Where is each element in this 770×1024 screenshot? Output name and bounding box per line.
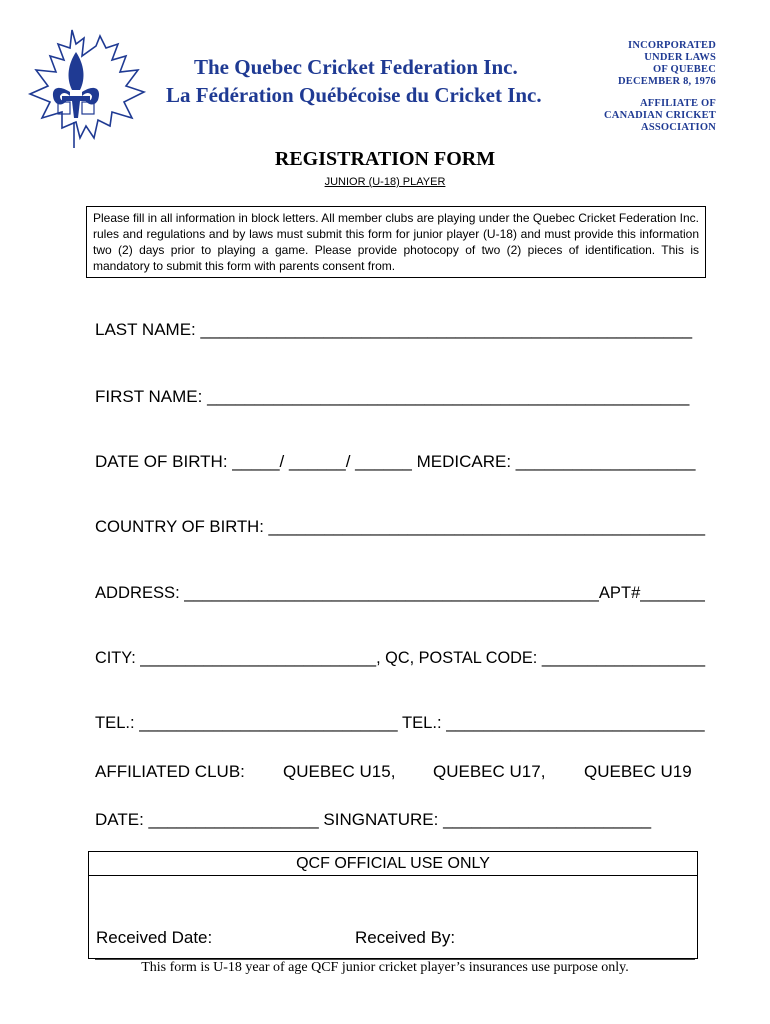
- received-by-label: Received By:: [355, 928, 456, 947]
- incorporation-line: UNDER LAWS: [644, 52, 716, 63]
- affiliation-line: CANADIAN CRICKET: [604, 110, 716, 121]
- affiliation-line: ASSOCIATION: [641, 122, 716, 133]
- last-name-field[interactable]: LAST NAME: ____________________________________________________: [95, 320, 693, 339]
- org-name-english: The Quebec Cricket Federation Inc.: [194, 55, 518, 79]
- incorporation-line: OF QUEBEC: [653, 64, 716, 75]
- address-field[interactable]: ADDRESS: _____________________________________________APT#_______: [95, 583, 705, 602]
- incorporation-notice: [618, 40, 716, 88]
- incorporation-line: DECEMBER 8, 1976: [618, 76, 716, 87]
- footer-note: This form is U-18 year of age QCF junior cricket player’s insurances use purpose only.: [141, 960, 629, 975]
- first-name-field[interactable]: FIRST NAME: ___________________________________________________: [95, 387, 690, 406]
- instructions-box: Please fill in all information in block letters. All member clubs are playing under the Quebec Cricket Federation Inc. rules and regulations and by laws must submit this form for junior player (U-18) and must provide this information two (2) days prior to playing a game. Please provide photocopy of two (2) pieces of identification. This is mandatory to submit this form with parents consent from.: [86, 206, 706, 278]
- form-subtitle: JUNIOR (U-18) PLAYER: [324, 176, 446, 188]
- qcf-logo-icon: [14, 26, 166, 150]
- city-postal-field[interactable]: CITY: __________________________, QC, POSTAL CODE: __________________: [95, 648, 706, 667]
- club-option-u15[interactable]: QUEBEC U15,: [283, 762, 396, 781]
- incorporation-line: INCORPORATED: [628, 40, 716, 51]
- date-signature-field[interactable]: DATE: __________________ SINGNATURE: ______________________: [95, 810, 652, 829]
- affiliation-line: AFFILIATE OF: [639, 98, 716, 109]
- telephone-field[interactable]: TEL.: ____________________________ TEL.: ____________________________: [95, 713, 705, 732]
- received-date-label: Received Date:: [96, 928, 213, 947]
- affiliation-notice: [604, 98, 716, 134]
- affiliated-club-label: AFFILIATED CLUB:: [95, 762, 245, 781]
- affiliated-club-row: [0, 762, 770, 786]
- official-use-header: QCF OFFICIAL USE ONLY: [89, 852, 697, 876]
- org-name-french: La Fédération Québécoise du Cricket Inc.: [166, 83, 542, 107]
- country-of-birth-field[interactable]: COUNTRY OF BIRTH: _______________________________________________: [95, 517, 705, 536]
- club-option-u17[interactable]: QUEBEC U17,: [433, 762, 546, 781]
- club-option-u19[interactable]: QUEBEC U19: [584, 762, 692, 781]
- dob-medicare-field[interactable]: DATE OF BIRTH: _____/ ______/ ______ MEDICARE: ___________________: [95, 452, 696, 471]
- form-title: REGISTRATION FORM: [274, 148, 496, 170]
- official-use-box: [88, 851, 698, 959]
